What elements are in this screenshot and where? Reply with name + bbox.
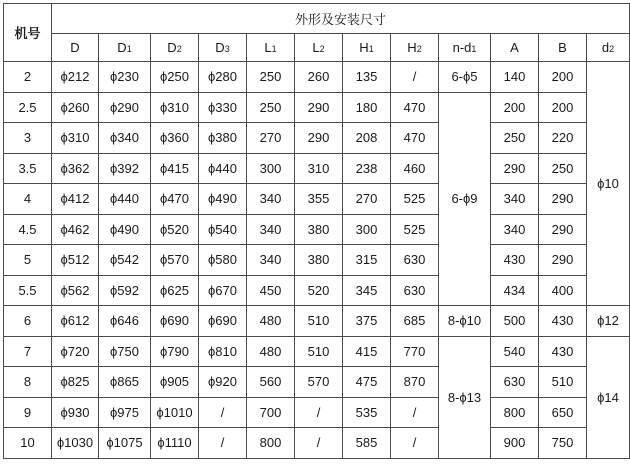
cell-D3: ϕ490 <box>199 184 247 215</box>
cell-H2: / <box>391 62 439 93</box>
cell-L1: 480 <box>247 306 295 337</box>
cell-H1: 180 <box>343 92 391 123</box>
cell-L1: 340 <box>247 214 295 245</box>
cell-D: ϕ260 <box>52 92 99 123</box>
group-title: 外形及安装尺寸 <box>52 4 630 34</box>
cell-B: 400 <box>539 275 587 306</box>
cell-model: 2 <box>4 62 52 93</box>
cell-nd1: 6-ϕ5 <box>439 62 491 93</box>
cell-D2: ϕ360 <box>151 123 199 154</box>
cell-L1: 700 <box>247 397 295 428</box>
col-header-L2: L2 <box>295 34 343 62</box>
cell-D2: ϕ1010 <box>151 397 199 428</box>
cell-model: 8 <box>4 367 52 398</box>
cell-D3: ϕ280 <box>199 62 247 93</box>
col-header-B: B <box>539 34 587 62</box>
table-row <box>4 184 630 215</box>
cell-D: ϕ825 <box>52 367 99 398</box>
cell-H1: 345 <box>343 275 391 306</box>
cell-D3: ϕ920 <box>199 367 247 398</box>
cell-L2: 355 <box>295 184 343 215</box>
cell-L2: 520 <box>295 275 343 306</box>
cell-D3: ϕ690 <box>199 306 247 337</box>
cell-B: 430 <box>539 336 587 367</box>
cell-H2: 460 <box>391 153 439 184</box>
cell-L2: 310 <box>295 153 343 184</box>
col-header-D2: D2 <box>151 34 199 62</box>
table-row <box>4 367 630 398</box>
cell-D2: ϕ1110 <box>151 428 199 459</box>
cell-H2: 470 <box>391 123 439 154</box>
cell-H2: 470 <box>391 92 439 123</box>
cell-D: ϕ310 <box>52 123 99 154</box>
cell-B: 750 <box>539 428 587 459</box>
cell-model: 2.5 <box>4 92 52 123</box>
cell-model: 5.5 <box>4 275 52 306</box>
cell-A: 340 <box>491 214 539 245</box>
dimension-table <box>3 3 630 459</box>
cell-L2: 570 <box>295 367 343 398</box>
cell-L1: 800 <box>247 428 295 459</box>
cell-H1: 415 <box>343 336 391 367</box>
cell-H1: 270 <box>343 184 391 215</box>
cell-D1: ϕ975 <box>99 397 151 428</box>
cell-d2: ϕ12 <box>587 306 630 337</box>
cell-nd1: 8-ϕ10 <box>439 306 491 337</box>
cell-D2: ϕ415 <box>151 153 199 184</box>
cell-H1: 238 <box>343 153 391 184</box>
cell-H1: 475 <box>343 367 391 398</box>
cell-model: 6 <box>4 306 52 337</box>
cell-model: 3.5 <box>4 153 52 184</box>
cell-D2: ϕ690 <box>151 306 199 337</box>
cell-A: 200 <box>491 92 539 123</box>
cell-H1: 535 <box>343 397 391 428</box>
cell-H1: 315 <box>343 245 391 276</box>
cell-D1: ϕ646 <box>99 306 151 337</box>
cell-D: ϕ462 <box>52 214 99 245</box>
table-row <box>4 275 630 306</box>
table-row <box>4 397 630 428</box>
cell-L2: / <box>295 397 343 428</box>
cell-D1: ϕ440 <box>99 184 151 215</box>
cell-D3: ϕ440 <box>199 153 247 184</box>
cell-A: 430 <box>491 245 539 276</box>
cell-A: 290 <box>491 153 539 184</box>
cell-L2: 260 <box>295 62 343 93</box>
cell-H1: 300 <box>343 214 391 245</box>
cell-L1: 250 <box>247 62 295 93</box>
col-header-A: A <box>491 34 539 62</box>
cell-D1: ϕ542 <box>99 245 151 276</box>
col-header-d2: d2 <box>587 34 630 62</box>
cell-D3: ϕ330 <box>199 92 247 123</box>
cell-model: 5 <box>4 245 52 276</box>
cell-nd1: 8-ϕ13 <box>439 336 491 458</box>
cell-H1: 375 <box>343 306 391 337</box>
cell-D2: ϕ625 <box>151 275 199 306</box>
cell-A: 900 <box>491 428 539 459</box>
cell-L2: / <box>295 428 343 459</box>
cell-model: 10 <box>4 428 52 459</box>
cell-model: 3 <box>4 123 52 154</box>
cell-H1: 585 <box>343 428 391 459</box>
cell-D1: ϕ490 <box>99 214 151 245</box>
cell-D2: ϕ570 <box>151 245 199 276</box>
cell-L1: 480 <box>247 336 295 367</box>
table-row <box>4 62 630 93</box>
col-header-H1: H1 <box>343 34 391 62</box>
table-row <box>4 123 630 154</box>
col-header-nd1: n-d1 <box>439 34 491 62</box>
cell-model: 7 <box>4 336 52 367</box>
cell-H2: 685 <box>391 306 439 337</box>
col-header-D1: D1 <box>99 34 151 62</box>
cell-model: 4.5 <box>4 214 52 245</box>
cell-D2: ϕ520 <box>151 214 199 245</box>
table-row <box>4 306 630 337</box>
cell-B: 200 <box>539 92 587 123</box>
cell-A: 630 <box>491 367 539 398</box>
cell-A: 250 <box>491 123 539 154</box>
cell-D: ϕ612 <box>52 306 99 337</box>
cell-B: 200 <box>539 62 587 93</box>
cell-B: 290 <box>539 184 587 215</box>
cell-H2: 770 <box>391 336 439 367</box>
cell-A: 434 <box>491 275 539 306</box>
cell-L2: 290 <box>295 123 343 154</box>
cell-D2: ϕ790 <box>151 336 199 367</box>
cell-D2: ϕ250 <box>151 62 199 93</box>
cell-D3: ϕ810 <box>199 336 247 367</box>
cell-D: ϕ412 <box>52 184 99 215</box>
cell-A: 340 <box>491 184 539 215</box>
cell-model: 9 <box>4 397 52 428</box>
cell-D1: ϕ1075 <box>99 428 151 459</box>
cell-D: ϕ720 <box>52 336 99 367</box>
cell-D: ϕ212 <box>52 62 99 93</box>
cell-H2: 525 <box>391 184 439 215</box>
cell-model: 4 <box>4 184 52 215</box>
cell-L1: 340 <box>247 245 295 276</box>
cell-L1: 270 <box>247 123 295 154</box>
cell-A: 140 <box>491 62 539 93</box>
cell-D3: ϕ540 <box>199 214 247 245</box>
table-row <box>4 336 630 367</box>
cell-B: 430 <box>539 306 587 337</box>
cell-H2: 630 <box>391 245 439 276</box>
cell-D2: ϕ905 <box>151 367 199 398</box>
col-header-D3: D3 <box>199 34 247 62</box>
cell-H1: 135 <box>343 62 391 93</box>
cell-D: ϕ930 <box>52 397 99 428</box>
cell-L1: 450 <box>247 275 295 306</box>
cell-D: ϕ1030 <box>52 428 99 459</box>
cell-H2: / <box>391 397 439 428</box>
cell-H2: / <box>391 428 439 459</box>
cell-L2: 380 <box>295 214 343 245</box>
table-body <box>4 62 630 459</box>
cell-d2: ϕ10 <box>587 62 630 306</box>
cell-nd1: 6-ϕ9 <box>439 92 491 306</box>
cell-B: 290 <box>539 245 587 276</box>
cell-L1: 560 <box>247 367 295 398</box>
cell-D1: ϕ592 <box>99 275 151 306</box>
cell-L1: 300 <box>247 153 295 184</box>
cell-D1: ϕ865 <box>99 367 151 398</box>
cell-D2: ϕ470 <box>151 184 199 215</box>
cell-B: 510 <box>539 367 587 398</box>
cell-H2: 525 <box>391 214 439 245</box>
cell-H2: 870 <box>391 367 439 398</box>
cell-d2: ϕ14 <box>587 336 630 458</box>
cell-A: 800 <box>491 397 539 428</box>
cell-B: 290 <box>539 214 587 245</box>
cell-B: 220 <box>539 123 587 154</box>
cell-D3: / <box>199 397 247 428</box>
cell-D3: / <box>199 428 247 459</box>
cell-L1: 250 <box>247 92 295 123</box>
cell-L2: 290 <box>295 92 343 123</box>
model-header: 机号 <box>4 4 52 62</box>
cell-D: ϕ362 <box>52 153 99 184</box>
cell-H2: 630 <box>391 275 439 306</box>
cell-D: ϕ512 <box>52 245 99 276</box>
col-header-D: D <box>52 34 99 62</box>
cell-D: ϕ562 <box>52 275 99 306</box>
cell-D1: ϕ750 <box>99 336 151 367</box>
cell-D1: ϕ290 <box>99 92 151 123</box>
table-row <box>4 214 630 245</box>
cell-H1: 208 <box>343 123 391 154</box>
cell-D3: ϕ670 <box>199 275 247 306</box>
cell-D3: ϕ580 <box>199 245 247 276</box>
cell-A: 540 <box>491 336 539 367</box>
cell-B: 250 <box>539 153 587 184</box>
cell-D1: ϕ230 <box>99 62 151 93</box>
col-header-H2: H2 <box>391 34 439 62</box>
cell-L2: 510 <box>295 306 343 337</box>
table-row <box>4 245 630 276</box>
table-row <box>4 428 630 459</box>
cell-D1: ϕ340 <box>99 123 151 154</box>
cell-D3: ϕ380 <box>199 123 247 154</box>
cell-D2: ϕ310 <box>151 92 199 123</box>
cell-L2: 380 <box>295 245 343 276</box>
table-row <box>4 92 630 123</box>
cell-B: 650 <box>539 397 587 428</box>
cell-D1: ϕ392 <box>99 153 151 184</box>
col-header-L1: L1 <box>247 34 295 62</box>
cell-L1: 340 <box>247 184 295 215</box>
cell-A: 500 <box>491 306 539 337</box>
cell-L2: 510 <box>295 336 343 367</box>
table-row <box>4 153 630 184</box>
